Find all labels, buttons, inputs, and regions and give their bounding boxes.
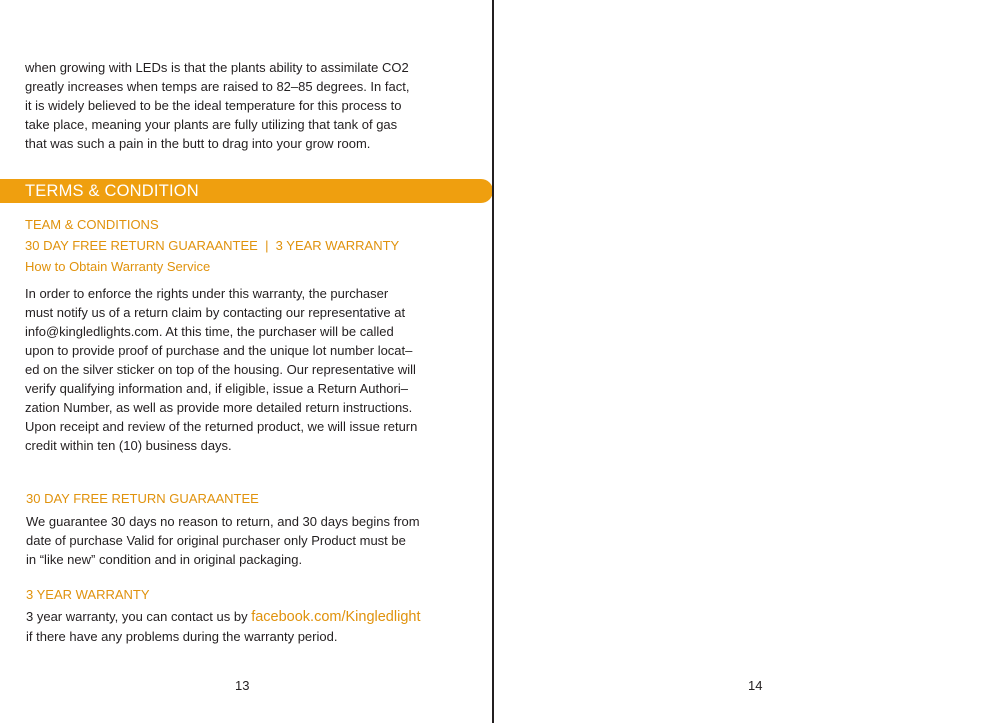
text-line: We guarantee 30 days no reason to return, and 30 days begins from	[26, 514, 420, 529]
text-line: verify qualifying information and, if eligible, issue a Return Authori–	[25, 381, 408, 396]
text-line: Upon receipt and review of the returned product, we will issue return	[25, 419, 418, 434]
warranty-heading: 3 YEAR WARRANTY	[26, 587, 150, 602]
text-line: must notify us of a return claim by contacting our representative at	[25, 305, 406, 320]
section-title: TERMS & CONDITION	[25, 182, 199, 200]
warranty-service-paragraph	[25, 284, 465, 455]
text-line: credit within ten (10) business days.	[25, 438, 232, 453]
return-guarantee-heading: 30 DAY FREE RETURN GUARAANTEE	[26, 491, 259, 506]
text-line: zation Number, as well as provide more detailed return instructions.	[25, 400, 413, 415]
subheading-return-warranty: 30 DAY FREE RETURN GUARAANTEE | 3 YEAR WARRANTY	[25, 238, 400, 253]
page-14	[494, 0, 986, 723]
text-line: date of purchase Valid for original purchaser only Product must be	[26, 533, 406, 548]
warranty-paragraph	[26, 607, 466, 646]
text-line: when growing with LEDs is that the plants ability to assimilate CO2	[25, 60, 409, 75]
text-line: ed on the silver sticker on top of the housing. Our representative will	[25, 362, 416, 377]
intro-paragraph	[25, 58, 465, 153]
text-line: it is widely believed to be the ideal temperature for this process to	[25, 98, 402, 113]
return-guarantee-paragraph	[26, 512, 466, 569]
text-line: upon to provide proof of purchase and the unique lot number locat–	[25, 343, 413, 358]
text-line: if there have any problems during the warranty period.	[26, 629, 338, 644]
text-line: In order to enforce the rights under this warranty, the purchaser	[25, 286, 389, 301]
text-line	[26, 607, 466, 627]
page-number: 14	[748, 678, 763, 693]
section-header-bar	[0, 179, 493, 203]
text-line: that was such a pain in the butt to drag into your grow room.	[25, 136, 371, 151]
subheading-obtain-warranty: How to Obtain Warranty Service	[25, 259, 211, 274]
warranty-contact-text: 3 year warranty, you can contact us by	[26, 609, 252, 624]
text-line: take place, meaning your plants are fully utilizing that tank of gas	[25, 117, 398, 132]
text-line: info@kingledlights.com. At this time, the purchaser will be called	[25, 324, 394, 339]
facebook-link[interactable]: facebook.com/Kingledlight	[251, 609, 421, 625]
subheading-team-conditions: TEAM & CONDITIONS	[25, 217, 159, 232]
page-number: 13	[235, 678, 250, 693]
text-line: greatly increases when temps are raised to 82–85 degrees. In fact,	[25, 79, 410, 94]
text-line: in “like new” condition and in original packaging.	[26, 552, 303, 567]
